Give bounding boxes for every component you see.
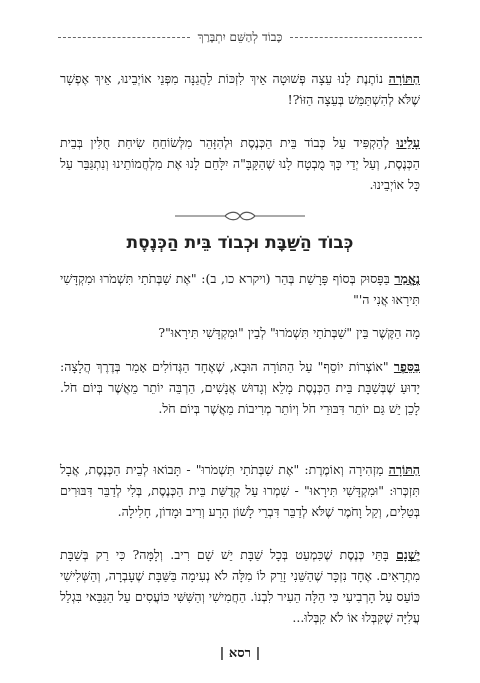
running-head-title: כָּבוֹד לְהַשֵּׁם יִתְבָּרַךְ [197, 30, 283, 44]
paragraph-7-lead: יֶשְׁנָם [396, 547, 420, 562]
paragraph-2 [60, 132, 420, 195]
section-title: כְּבוֹד הַשַּׁבָּת וּכְבוֹד בֵּית הַכְּנֶסֶת [126, 233, 354, 253]
paragraph-2-lead: עָלֵינוּ [396, 135, 420, 150]
paragraph-3 [60, 268, 420, 310]
paragraph-5-lead: בַּסֵּפֶר [393, 359, 420, 374]
section-divider-ornament [175, 210, 305, 222]
running-head [58, 30, 422, 45]
paragraph-1-lead: הַתּוֹרָה [388, 71, 420, 86]
paragraph-3-lead: נֶאֱמַר [394, 271, 420, 286]
paragraph-4 [60, 322, 420, 343]
paragraph-2-text: לְהַקְפִּיד עַל כְּבוֹד בֵּית הַכְּנֶסֶת וּלְהִזָּהֵר מִלְּשׂוֹחֵחַ שִׂיחַת חֻלִּין בְּבֵית הַכְּנֶסֶת, וְעַל יְדֵי כָּךְ מֻבְטָח לָנוּ שֶׁהַקָּבָּ"ה יִלָּחֵם לָנוּ אֶת מִלְחֲמוֹתֵינוּ וְנִתְגַּבֵּר עַל כָּל אוֹיְבֵינוּ. [60, 135, 420, 192]
page-number: | רסא | [219, 646, 261, 661]
paragraph-5-text: "אוֹצְרוֹת יוֹסֵף" עַל הַתּוֹרָה הוּבָא, שֶׁאֶחָד הַגְּדוֹלִים אָמַר בְּדֶרֶךְ הֲלָצָה: יָדוּעַ שֶׁבְּשַׁבָּת בֵּית הַכְּנֶסֶת מָלֵא וְגָדוּשׁ אֲנָשִׁים, הַרְבֵּה יוֹתֵר מֵאֲשֶׁר בְּיוֹם חֹל. לָכֵן יֵשׁ גַּם יוֹתֵר דִּבּוּרֵי חֹל וְיוֹתֵר מְרִיבוֹת מֵאֲשֶׁר בְּיוֹם חֹל. [60, 359, 420, 416]
paragraph-4-text: מָה הַקֶּשֶׁר בֵּין "שַׁבְּתֹתַי תִּשְׁמֹרוּ" לְבֵין "וּמִקְדָּשִׁי תִּירָאוּ"? [158, 325, 420, 340]
paragraph-5 [60, 356, 420, 419]
paragraph-6-lead: הַתּוֹרָה [388, 462, 420, 477]
paragraph-6-text: מַזְהִירָה וְאוֹמֶרֶת: "אֶת שַׁבְּתֹתַי תִּשְׁמֹרוּ" - תָּבוֹאוּ לְבֵית הַכְּנֶסֶת, אֲבָל תִּזְכְּרוּ: "וּמִקְדָּשִׁי תִּירָאוּ" - שִׁמְרוּ עַל קְדֻשַּׁת בֵּית הַכְּנֶסֶת, בְּלִי לְדַבֵּר דִּבּוּרִים בְּטֵלִים, וְקַל וָחֹמֶר שֶׁלֹּא לְדַבֵּר דִּבְרֵי לָשׁוֹן הָרָע וְרִיב וּמָדוֹן, חָלִילָה. [60, 462, 420, 519]
paragraph-6 [60, 459, 420, 522]
paragraph-1 [60, 68, 420, 110]
running-head-rule-right [290, 37, 422, 38]
paragraph-7-text: בָּתֵּי כְּנֶסֶת שֶׁכִּמְעַט בְּכָל שַׁבָּת יֵשׁ שָׁם רִיב. וְלָמָּה? כִּי רַק בְּשַׁבָּת מִתְרָאִים. אֶחָד נִזְכָּר שֶׁהַשֵּׁנִי זָרַק לוֹ מִלָּה לֹא נְעִימָה בַּשַּׁבָּת שֶׁעָבְרָה, וְהַשְּׁלִישִׁי כּוֹעֵס עַל הָרְבִיעִי כִּי הַלָּה הֵעִיר לִבְנוֹ. הַחֲמִישִׁי וְהַשִּׁשִּׁי כּוֹעֲסִים עַל הַגַּבַּאי בִּגְלַל עֲלִיָּה שֶׁקִּבְּלוּ אוֹ לֹא קִבְּלוּ... [60, 547, 420, 625]
paragraph-7 [60, 544, 420, 628]
paragraph-3-text: בַּפָּסוּק בְּסוֹף פָּרָשַׁת בְּהַר (ויקרא כו, ב): "אֶת שַׁבְּתֹתַי תִּשְׁמֹרוּ וּמִקְדָּשִׁי תִּירָאוּ אֲנִי ה'" [60, 271, 420, 307]
paragraph-1-text: נוֹתֶנֶת לָנוּ עֵצָה פְּשׁוּטָה אֵיךְ לִזְכּוֹת לַהֲגַנָּה מִפְּנֵי אוֹיְבֵינוּ, אֵיךְ אֶפְשָׁר שֶׁלֹּא לְהִשְׁתַּמֵּשׁ בְּעֵצָה הַזּוֹ?! [60, 71, 420, 107]
running-head-rule-left [58, 37, 190, 38]
